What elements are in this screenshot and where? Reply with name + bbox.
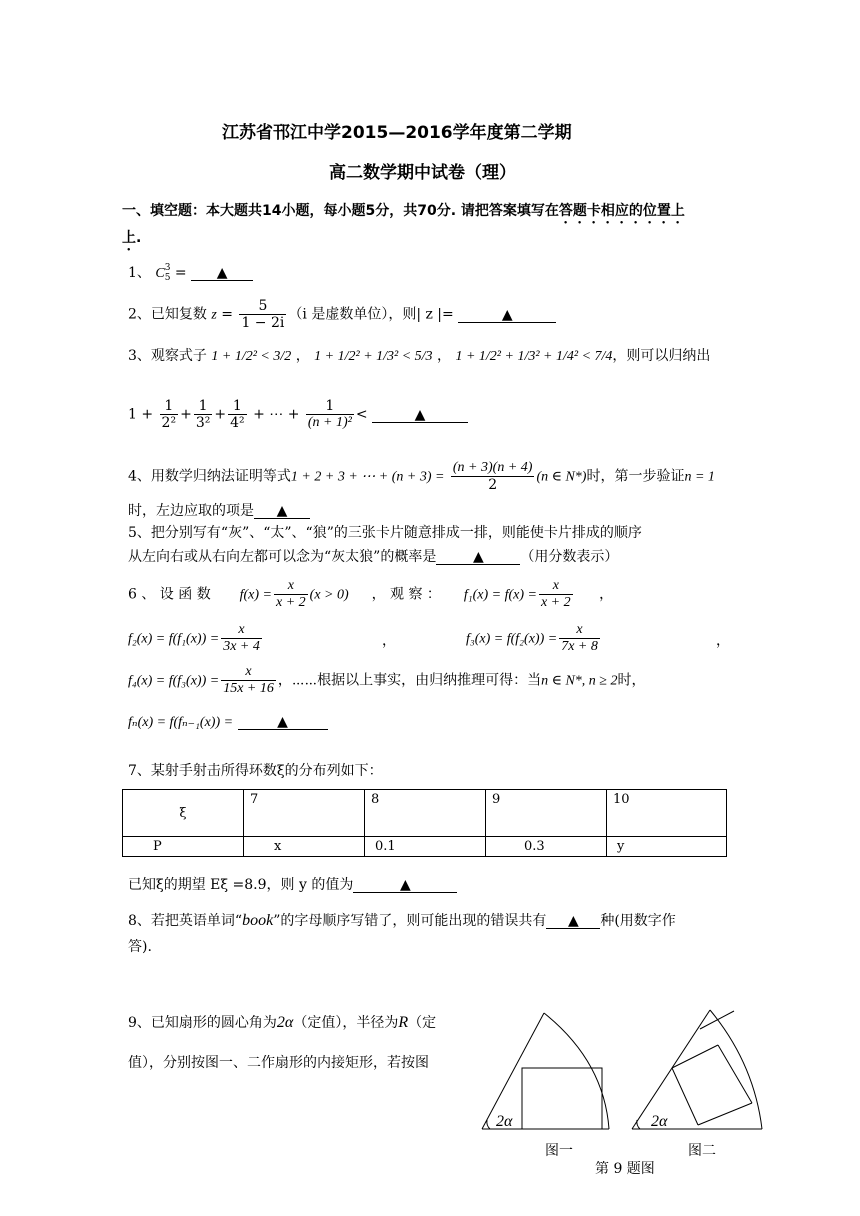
answer-blank[interactable] <box>436 550 520 565</box>
question-3: 3、观察式子 1 + 1/2² < 3/2 ， 1 + 1/2² + 1/3² < 5/3 ， 1 + 1/2² + 1/3² + 1/4² < 7/4，则可以归纳出 <box>128 348 711 364</box>
section-points: 5 <box>365 203 376 219</box>
q3-lt: < <box>355 406 368 423</box>
q3-expr-2: 1 + 1/2² + 1/3² < 5/3 <box>314 349 433 364</box>
question-8-line2: 答). <box>128 939 152 955</box>
table-cell: x <box>244 837 365 857</box>
question-6-line4 <box>128 714 328 731</box>
q6-fn: fₙ(x) = f(fₙ₋₁(x)) = <box>128 715 234 730</box>
q6-f2: f₂(x) = f(f₁(x)) = <box>128 631 220 647</box>
q6-text: ，⋯⋯根据以上事实，由归纳推理可得：当 <box>277 672 542 689</box>
q3-expr-1: 1 + 1/2² < 3/2 <box>211 349 292 364</box>
section-text: 分. 请把答案填写在 <box>436 203 559 219</box>
answer-blank[interactable] <box>353 878 457 893</box>
q4-text: 时，左边应取的项是 <box>128 503 254 519</box>
q6-text: 6 、 设 函 数 <box>128 586 211 603</box>
q6-numerator: x <box>221 664 276 681</box>
question-8 <box>128 910 676 930</box>
q1-symbol: C <box>155 266 165 281</box>
table-cell: 0.3 <box>486 837 607 857</box>
q4-text: 时，第一步验证 <box>586 468 685 485</box>
question-5-line2 <box>128 546 618 566</box>
q6-f2-denominator: 3x + 4 <box>223 639 260 654</box>
section-text: 分，共 <box>375 203 418 219</box>
question-9 <box>128 1012 436 1032</box>
q9-angle: 2α <box>276 1014 294 1031</box>
q2-note: （i 是虚数单位），则| z |= <box>288 306 454 323</box>
q2-eq: = <box>216 306 238 323</box>
triangle-icon: ▲ <box>399 877 411 893</box>
triangle-icon: ▲ <box>216 265 228 281</box>
section-heading-end: 上. <box>122 230 142 246</box>
section-text: . <box>136 230 142 246</box>
q6-denominator: x + 2 <box>276 595 306 610</box>
section-emphasis: 答题卡相应的位置上 <box>558 203 685 219</box>
triangle-icon: ▲ <box>277 714 288 730</box>
q6-numerator: x <box>221 622 262 639</box>
figure-9-diagram <box>472 1005 772 1140</box>
document-title: 江苏省邗江中学2015—2016学年度第二学期 <box>222 123 572 143</box>
q6-numerator: x <box>274 578 308 595</box>
q8-word: book <box>242 912 274 929</box>
distribution-table <box>122 789 727 857</box>
question-1 <box>128 262 253 283</box>
q6-cond: n ∈ N*, n ≥ 2 <box>541 673 618 689</box>
question-7-answer <box>128 874 457 894</box>
question-6-line3 <box>128 664 645 697</box>
figure-caption: 第 9 题图 <box>595 1161 655 1177</box>
section-text: 一、填空题：本大题共 <box>122 203 262 219</box>
question-2 <box>128 298 556 331</box>
q6-f3: f₃(x) = f(f₂(x)) = <box>466 631 558 647</box>
q9-text: （定值），半径为 <box>293 1015 399 1031</box>
q1-sub: 5 <box>164 273 171 283</box>
q4-text: 4、用数学归纳法证明等式 <box>128 468 291 485</box>
q4-numerator: (n + 3)(n + 4) <box>452 460 533 475</box>
question-5: 5、把分别写有“灰”、“太”、“狼”的三张卡片随意排成一排，则能使卡片排成的顺序 <box>128 525 642 541</box>
q5-tail: （用分数表示） <box>520 549 619 565</box>
table-header-row <box>123 790 727 837</box>
figure-1-sector <box>482 1013 609 1129</box>
question-6-line2 <box>128 622 264 655</box>
answer-blank[interactable] <box>458 308 556 323</box>
comma: ， <box>382 633 396 649</box>
q1-eq: = <box>170 265 192 281</box>
q1-sup: 3 <box>164 263 171 273</box>
question-9-line2: 值），分别按图一、二作扇形的内接矩形，若按图 <box>128 1055 429 1071</box>
q1-number: 1、 <box>128 265 151 281</box>
table-cell: 0.1 <box>365 837 486 857</box>
table-cell: 7 <box>244 790 365 837</box>
table-cell: P <box>123 837 244 857</box>
q3-text: 3、观察式子 <box>128 348 207 364</box>
q2-denominator: 1 − 2i <box>241 315 285 331</box>
table-cell: ξ <box>123 790 244 837</box>
q8-text: 种(用数字作 <box>600 913 676 929</box>
q3-numerator: 1 <box>306 398 354 415</box>
question-7: 7、某射手射击所得环数ξ的分布列如下： <box>128 763 383 779</box>
q7-text: 已知ξ的期望 Eξ =8.9，则 y 的值为 <box>128 877 354 893</box>
q6-numerator: x <box>539 578 573 595</box>
q4-denominator: 2 <box>488 477 498 493</box>
triangle-icon: ▲ <box>567 913 579 929</box>
table-cell: 9 <box>486 790 607 837</box>
q8-text: 8、若把英语单词“ <box>128 913 243 929</box>
question-4-line2 <box>128 500 310 520</box>
answer-blank[interactable] <box>238 715 328 730</box>
q9-radius: R <box>398 1014 409 1031</box>
triangle-icon: ▲ <box>276 503 288 519</box>
table-cell: y <box>607 837 727 857</box>
comma: ， <box>716 633 730 649</box>
q6-text: 时， <box>617 672 646 689</box>
answer-blank[interactable] <box>546 914 600 929</box>
answer-blank[interactable] <box>372 408 468 423</box>
question-3-line2: 1 + $\frac{1}{\text{2²}}$ + $\frac{1}{\text{3²}}$ + $\frac{1}{\text{4²}}$ + ⋯ + $\frac{1}{\text{(n + 1)²}}$ < ▲ <box>128 398 468 431</box>
q6-f4: f₄(x) = f(f₃(x)) = <box>128 673 220 689</box>
q3-denominator: (n + 1)² <box>307 415 352 430</box>
q3-text: + ⋯ + <box>253 406 300 423</box>
triangle-icon: ▲ <box>472 549 484 565</box>
section-total: 70 <box>417 203 437 219</box>
q9-text: 9、已知扇形的圆心角为 <box>128 1015 277 1031</box>
triangle-icon: ▲ <box>501 306 513 323</box>
figure-2-sector <box>632 1010 762 1129</box>
answer-blank[interactable] <box>254 504 310 519</box>
table-row <box>123 837 727 857</box>
section-count: 14 <box>262 203 282 219</box>
q3-text: 1 + <box>128 406 154 423</box>
q2-numerator: 5 <box>239 298 286 315</box>
q4-sum: 1 + 2 + 3 + ⋯ + (n + 3) = <box>290 469 445 485</box>
section-heading <box>122 200 685 227</box>
q5-text: 从左向右或从右向左都可以念为“灰太狼”的概率是 <box>128 549 437 565</box>
q9-text: （定 <box>408 1015 437 1031</box>
answer-blank[interactable] <box>191 266 253 281</box>
triangle-icon: ▲ <box>414 406 426 423</box>
q6-cond: (x > 0) <box>309 587 349 603</box>
q6-f4-denominator: 15x + 16 <box>223 681 274 696</box>
q2-var: z <box>211 307 217 323</box>
q8-text: ”的字母顺序写错了，则可能出现的错误共有 <box>273 913 547 929</box>
figure-2-angle: 2α <box>651 1113 668 1130</box>
question-6-f3 <box>466 622 602 655</box>
q6-f3-denominator: 7x + 8 <box>561 639 598 654</box>
section-text: 小题，每小题 <box>281 203 366 219</box>
q6-fdef: f(x) = <box>239 587 272 603</box>
q4-cond: (n ∈ N*) <box>536 469 587 485</box>
question-6: 6 、 设 函 数 f(x) = $\frac{x}{x + 2}$ (x > 0) ， 观 察 ： f₁(x) = f(x) = $\frac{x}{x + 2}$ ， <box>128 578 614 610</box>
q3-tail: ，则可以归纳出 <box>612 348 711 364</box>
document-subtitle: 高二数学期中试卷（理） <box>329 163 516 183</box>
q6-text: ， 观 察 ： <box>371 586 441 603</box>
q6-denominator: x + 2 <box>540 595 571 610</box>
q6-numerator: x <box>559 622 600 639</box>
q6-f1: f₁(x) = f(x) = <box>463 587 537 603</box>
q3-expr-3: 1 + 1/2² + 1/3² + 1/4² < 7/4 <box>455 349 613 364</box>
figure-2-label: 图二 <box>688 1143 716 1159</box>
q2-text: 2、已知复数 <box>128 306 212 323</box>
table-cell: 8 <box>365 790 486 837</box>
q4-n1: n = 1 <box>684 469 715 485</box>
question-4 <box>128 460 715 493</box>
figure-1-label: 图一 <box>545 1143 573 1159</box>
table-cell: 10 <box>607 790 727 837</box>
figure-1-angle: 2α <box>496 1113 513 1130</box>
